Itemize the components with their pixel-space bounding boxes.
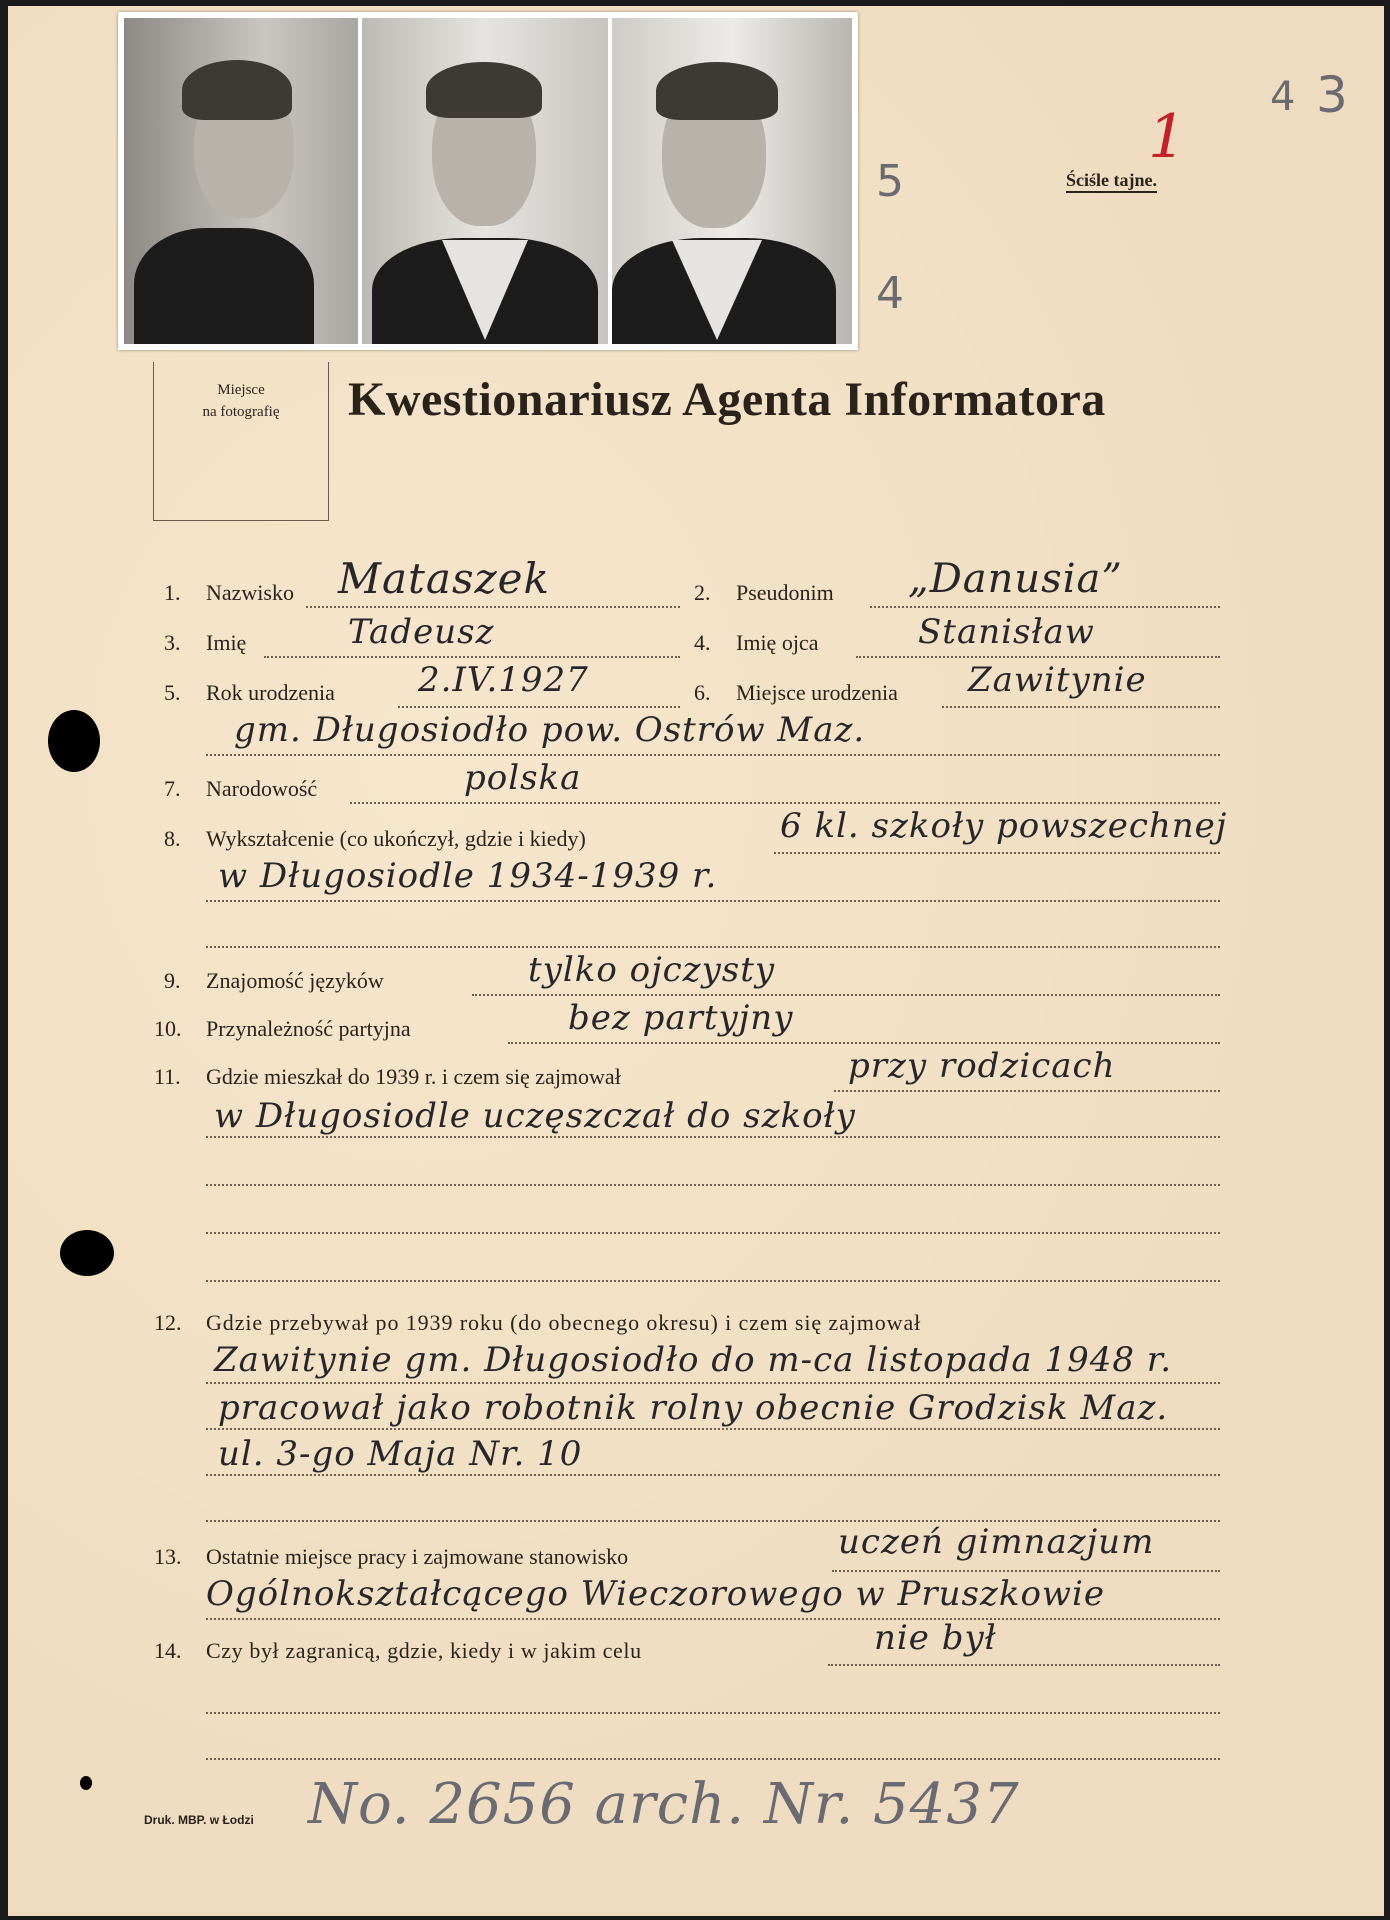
dotted-line [774,852,1220,854]
dotted-line [206,1618,1220,1620]
field-number: 10. [154,1016,182,1041]
field-number: 11. [154,1064,181,1089]
photo-placeholder-box [153,362,329,521]
dotted-line [264,656,680,658]
value-birth-place: Zawitynie [968,660,1147,700]
value-birth-date: 2.IV.1927 [418,660,589,700]
field-label-party: Przynależność partyjna [206,1016,411,1041]
dotted-line [206,946,1220,948]
dotted-line [398,706,680,708]
dotted-line [856,656,1220,658]
photo-box-label-line1: Miejsce [217,382,265,398]
dotted-line [206,1382,1220,1384]
field-label-father-name: Imię ojca [736,630,819,655]
value-surname: Mataszek [338,554,550,603]
dotted-line [206,900,1220,902]
value-residence-before-1939-continued: w Długosiodle uczęszczał do szkoły [214,1096,856,1136]
dotted-line [942,706,1220,708]
dotted-line [206,1474,1220,1476]
field-number: 4. [694,630,711,655]
field-label-birth-place: Miejsce urodzenia [736,680,898,705]
photo-strip [118,12,858,350]
field-number: 1. [164,580,181,605]
field-number: 2. [694,580,711,605]
archive-number-note: No. 2656 arch. Nr. 5437 [308,1772,1020,1837]
value-party: bez partyjny [568,998,794,1038]
red-page-number: 1 [1148,102,1187,172]
value-education-continued: w Długosiodle 1934-1939 r. [218,856,718,896]
field-number: 5. [164,680,181,705]
dotted-line [206,1136,1220,1138]
dotted-line [206,754,1220,756]
dotted-line [206,1758,1220,1760]
dotted-line [828,1664,1220,1666]
field-label-residence-after-1939: Gdzie przebywał po 1939 roku (do obecnego okresu) i czem się zajmował [206,1310,922,1335]
dotted-line [206,1280,1220,1282]
dotted-line [306,606,680,608]
pencil-mark-3: 4 [1270,74,1296,120]
value-residence-before-1939: przy rodzicach [848,1046,1116,1086]
pencil-mark-4: 3 [1316,66,1348,124]
document-title: Kwestionariusz Agenta Informatora [348,373,1106,426]
value-last-workplace-continued: Ogólnokształcącego Wieczorowego w Pruszkowie [206,1574,1106,1614]
field-label-residence-before-1939: Gdzie mieszkał do 1939 r. i czem się zajmował [206,1064,621,1089]
field-label-surname: Nazwisko [206,580,294,605]
value-pseudonym: „Danusia” [908,556,1123,602]
value-birth-place-continued: gm. Długosiodło pow. Ostrów Maz. [234,710,866,750]
printer-imprint: Druk. MBP. w Łodzi [144,1813,254,1827]
questionnaire-page [8,6,1384,1916]
dotted-line [206,1184,1220,1186]
value-last-workplace: uczeń gimnazjum [838,1522,1155,1562]
dotted-line [206,1712,1220,1714]
dotted-line [206,1232,1220,1234]
value-residence-after-1939-line1: Zawitynie gm. Długosiodło do m-ca listopada 1948 r. [214,1340,1173,1380]
field-label-languages: Znajomość języków [206,968,384,993]
value-residence-after-1939-line3: ul. 3-go Maja Nr. 10 [218,1434,583,1474]
field-number: 14. [154,1638,182,1663]
field-label-first-name: Imię [206,630,247,655]
punch-hole-bottom [60,1230,114,1276]
field-number: 12. [154,1310,182,1335]
photo-front [362,18,608,344]
field-label-nationality: Narodowość [206,776,318,801]
value-father-name: Stanisław [918,612,1095,652]
field-number: 3. [164,630,181,655]
pencil-mark-1: 5 [876,156,904,207]
field-label-last-workplace: Ostatnie miejsce pracy i zajmowane stanowisko [206,1544,629,1569]
photo-three-quarter [612,18,852,344]
dotted-line [350,802,1220,804]
field-number: 7. [164,776,181,801]
ink-dot [80,1776,92,1790]
value-abroad: nie był [874,1618,997,1658]
value-nationality: polska [464,758,582,798]
field-number: 13. [154,1544,182,1569]
punch-hole-top [48,710,100,772]
value-languages: tylko ojczysty [528,950,776,990]
field-number: 6. [694,680,711,705]
field-label-abroad: Czy był zagranicą, gdzie, kiedy i w jakim celu [206,1638,642,1663]
field-label-pseudonym: Pseudonim [736,580,834,605]
field-label-education: Wykształcenie (co ukończył, gdzie i kiedy) [206,826,586,851]
field-number: 9. [164,968,181,993]
field-number: 8. [164,826,181,851]
value-education: 6 kl. szkoły powszechnej [780,806,1228,846]
photo-profile [124,18,358,344]
pencil-mark-2: 4 [876,268,904,319]
value-residence-after-1939-line2: pracował jako robotnik rolny obecnie Grodzisk Maz. [218,1388,1169,1428]
dotted-line [870,606,1220,608]
dotted-line [206,1428,1220,1430]
dotted-line [508,1042,1220,1044]
field-label-birth-date: Rok urodzenia [206,680,335,705]
dotted-line [834,1090,1220,1092]
classification-stamp: Ściśle tajne. [1066,170,1157,193]
value-first-name: Tadeusz [348,612,495,652]
photo-box-label-line2: na fotografię [202,404,280,420]
dotted-line [472,994,1220,996]
dotted-line [832,1570,1220,1572]
